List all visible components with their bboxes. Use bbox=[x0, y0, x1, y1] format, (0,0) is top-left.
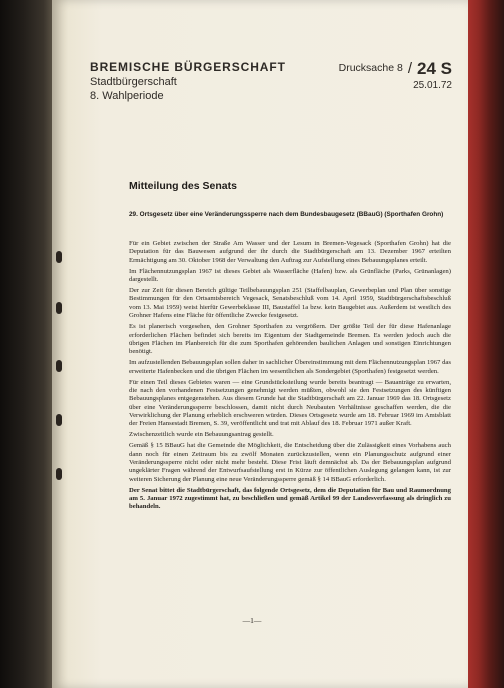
document-title: Mitteilung des Senats bbox=[129, 180, 237, 192]
punch-hole bbox=[56, 302, 62, 314]
senate-request-paragraph: Der Senat bittet die Stadtbürgerschaft, das folgende Ortsgesetz, dem die Deputation für Bau und Raumordnung am 5. Januar 1972 zugestimmt hat, zu beschließen und gemäß Artikel 99 der Landesverfassung als dringlich zu behandeln. bbox=[129, 486, 451, 511]
body-paragraph: Gemäß § 15 BBauG hat die Gemeinde die Möglichkeit, die Entscheidung über die Zulässigkeit eines Vorhabens auch dann noch für einen Zeitraum bis zu zwölf Monaten zurückzustellen, wenn ein Planungsschutz aufgrund einer Veränderungssperre nicht oder nicht mehr besteht. Diese Frist läuft demnächst ab. Da der Bebauungsplan aufgrund ungeklärter Fragen während der Entwurfsaufstellung erst in Kürze zur öffentlichen Auslegung gelangen kann, ist zur weiteren Sicherung der Planung eine neue Veränderungssperre gemäß § 14 BBauG erforderlich. bbox=[129, 442, 451, 483]
chamber-name: Stadtbürgerschaft bbox=[90, 76, 177, 88]
parliament-name: BREMISCHE BÜRGERSCHAFT bbox=[90, 60, 286, 74]
drucksache-label: Drucksache 8 bbox=[338, 62, 403, 74]
body-paragraph: Zwischenzeitlich wurde ein Bebauungsantrag gestellt. bbox=[129, 431, 274, 439]
punch-hole bbox=[56, 414, 62, 426]
body-paragraph: Im Flächennutzungsplan 1967 ist dieses Gebiet als Wasserfläche (Hafen) bzw. als Grünfläche (Parks, Grünanlagen) dargestellt. bbox=[129, 267, 451, 284]
reference-separator: / bbox=[407, 60, 413, 77]
body-paragraph: Im aufzustellenden Bebauungsplan sollen daher in sachlicher Übereinstimmung mit dem Flächennutzungsplan 1967 das erweiterte Hafenbecken und die übrigen Flächen im wesentlichen als Sondergebiet (Sporthafen) festgesetzt werden. bbox=[129, 359, 451, 375]
body-paragraph: Der zur Zeit für diesen Bereich gültige Teilbebauungsplan 251 (Staffelbauplan, Gewerbeplan und Plan über sonstige Bestimmungen für den Ortsamtsbereich Vegesack, Senatsbeschluß vom 14. April 1959, Stadtbürgerschaftsbeschluß vom 13. Mai 1959) weist hierfür Gewerbeklasse III, Baustaffel 1a bzw. kein Baugebiet aus. Außerdem ist westlich des Grohner Hafens eine Fläche für öffentliche Zwecke festgesetzt. bbox=[129, 287, 451, 320]
document-date: 25.01.72 bbox=[413, 80, 452, 91]
punch-hole bbox=[56, 468, 62, 480]
document-reference bbox=[339, 60, 452, 91]
body-paragraph: Für ein Gebiet zwischen der Straße Am Wasser und der Lesum in Bremen-Vegesack (Sporthafen Grohn) hat die Deputation für das Bauwesen aufgrund der ihr durch die Stadtbürgerschaft am 13. Dezember 1967 erteilten Ermächtigung am 30. Oktober 1968 der Verwaltung den Auftrag zur Aufstellung eines Bebauungsplanes erteilt. bbox=[129, 240, 451, 264]
law-title: 29. Ortsgesetz über eine Veränderungssperre nach dem Bundesbaugesetz (BBauG) (Sporthafen Grohn) bbox=[129, 211, 444, 218]
body-paragraph: Für einen Teil dieses Gebietes waren — eine Grundstücksteilung wurde bereits beantragt — Bauanträge zu erwarten, die nach den vorhandenen Festsetzungen genehmigt werden müßten, obwohl sie den Festsetzungen des künftigen Bebauungsplanes entgegenstehen. Aus diesem Grunde hat die Stadtbürgerschaft am 22. Januar 1969 das 18. Ortsgesetz über eine Veränderungssperre beschlossen, damit nicht durch Neubauten Verhältnisse geschaffen werden, die die Verwirklichung der Planung erheblich erschweren würden. Dieses Ortsgesetz wurde am 18. Februar 1969 im Amtsblatt der Freien Hansestadt Bremen, S. 39, veröffentlicht und trat mit Ablauf des 18. Februar 1971 außer Kraft. bbox=[129, 378, 451, 428]
red-page-edge bbox=[468, 0, 504, 688]
document-header bbox=[90, 60, 454, 102]
punch-hole bbox=[56, 251, 62, 263]
document-body bbox=[129, 240, 451, 515]
body-paragraph: Es ist planerisch vorgesehen, den Grohner Sporthafen zu vergrößern. Der größte Teil der für diese Hafenanlage erforderlichen Flächen befindet sich bereits im Eigentum der Stadtgemeinde Bremen. Es werden jedoch auch die übrigen Flächen im Planbereich für die zum Sporthafen gehörenden baulichen Anlagen und sonstigen Einrichtungen benötigt. bbox=[129, 323, 451, 356]
drucksache-number: 24 S bbox=[417, 59, 452, 78]
punch-hole bbox=[56, 360, 62, 372]
page-number: —1— bbox=[242, 616, 262, 625]
legislative-period: 8. Wahlperiode bbox=[90, 90, 164, 102]
book-binding bbox=[0, 0, 58, 688]
